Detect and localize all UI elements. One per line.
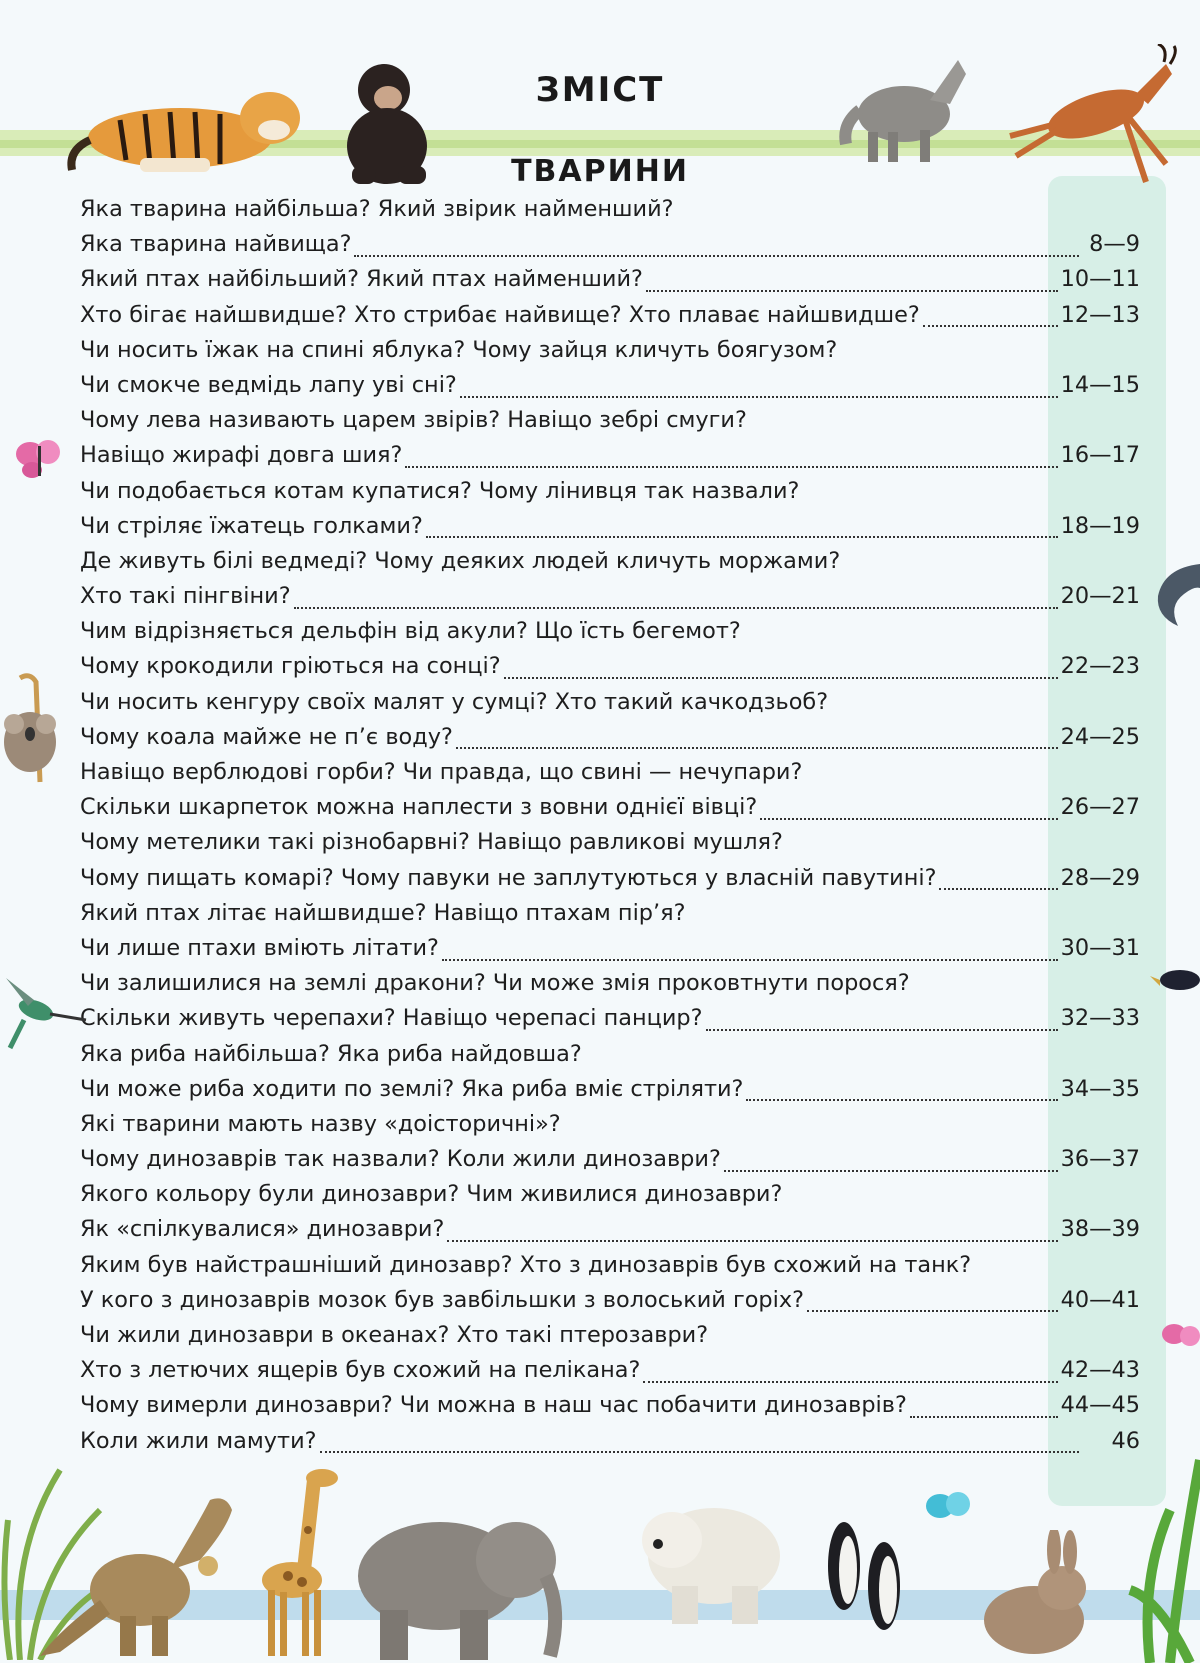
toc-page-number: 42—43: [1060, 1357, 1140, 1384]
giraffe-icon: [244, 1460, 354, 1660]
bird-icon: [1150, 962, 1200, 996]
toc-entry: [80, 900, 1140, 935]
dot-leader: [354, 255, 1079, 257]
toc-entry: [80, 1287, 1140, 1322]
toc-entry-text: Чи стріляє їжатець голками?: [80, 512, 423, 539]
toc-entry: [80, 865, 1140, 900]
toc-entry-text: Чим відрізняється дельфін від акули? Що їсть бегемот?: [80, 618, 741, 645]
toc-entry: [80, 935, 1140, 970]
toc-entry-text: Де живуть білі ведмеді? Чому деяких людей кличуть моржами?: [80, 547, 841, 574]
koala-icon: [0, 672, 64, 792]
toc-entry: [80, 196, 1140, 231]
dot-leader: [760, 818, 1057, 820]
toc-entry: [80, 548, 1140, 583]
toc-entry: [80, 337, 1140, 372]
toc-page-number: 18—19: [1060, 512, 1140, 539]
toc-entry: [80, 478, 1140, 513]
toc-page-number: 46: [1111, 1427, 1140, 1454]
toc-page-number: 30—31: [1060, 934, 1140, 961]
toc-entry: [80, 266, 1140, 301]
toc-entry: [80, 407, 1140, 442]
toc-page-number: 44—45: [1060, 1392, 1140, 1419]
toc-entry-text: Як «спілкувалися» динозаври?: [80, 1216, 445, 1243]
toc-entry-text: Хто з летючих ящерів був схожий на пелікана?: [80, 1357, 641, 1384]
dot-leader: [939, 888, 1057, 890]
toc-entry: [80, 1111, 1140, 1146]
toc-entry-text: Які тварини мають назву «доісторичні»?: [80, 1110, 561, 1137]
toc-entry: [80, 618, 1140, 653]
toc-entry: [80, 759, 1140, 794]
toc-entry: [80, 724, 1140, 759]
toc-entry: [80, 1146, 1140, 1181]
dot-leader: [460, 396, 1058, 398]
toc-entry-text: Яким був найстрашніший динозавр? Хто з динозаврів був схожий на танк?: [80, 1251, 972, 1278]
toc-entry: [80, 1181, 1140, 1216]
toc-entry-text: Яка тварина найвища?: [80, 231, 352, 258]
toc-entry-text: Який птах літає найшвидше? Навіщо птахам пір’я?: [80, 899, 686, 926]
toc-page-number: 20—21: [1060, 583, 1140, 610]
toc-entry-text: Скільки шкарпеток можна наплести з вовни однієї вівці?: [80, 794, 758, 821]
toc-page-number: 28—29: [1060, 864, 1140, 891]
dot-leader: [746, 1099, 1057, 1101]
toc-entry-text: Чи жили динозаври в океанах? Хто такі птерозаври?: [80, 1322, 709, 1348]
toc-entry-text: Чому лева називають царем звірів? Навіщо зебрі смуги?: [80, 407, 747, 434]
toc-entry: [80, 1005, 1140, 1040]
toc-entry-text: Чи носить їжак на спині яблука? Чому зайця кличуть боягузом?: [80, 336, 838, 363]
elephant-icon: [340, 1500, 570, 1660]
toc-entry-text: Чому динозаврів так назвали? Коли жили динозаври?: [80, 1146, 721, 1173]
dot-leader: [923, 325, 1058, 327]
page-title: ЗМІСТ: [535, 70, 665, 110]
toc-entry-text: Яка риба найбільша? Яка риба найдовша?: [80, 1040, 582, 1067]
toc-entry: [80, 1216, 1140, 1251]
dot-leader: [442, 959, 1058, 961]
toc-page-number: 10—11: [1060, 266, 1140, 293]
toc-entry: [80, 1252, 1140, 1287]
hummingbird-icon: [0, 970, 90, 1050]
toc-entry: [80, 1076, 1140, 1111]
dot-leader: [320, 1451, 1079, 1453]
dot-leader: [706, 1029, 1058, 1031]
toc-entry: [80, 1041, 1140, 1076]
section-title: ТВАРИНИ: [511, 154, 689, 189]
toc-entry: [80, 653, 1140, 688]
rabbit-icon: [970, 1530, 1100, 1660]
toc-entry-text: Яка тварина найбільша? Який звірик найменший?: [80, 196, 674, 222]
dot-leader: [294, 607, 1058, 609]
toc-entry-text: Чи смокче ведмідь лапу уві сні?: [80, 371, 457, 398]
toc-entry: [80, 689, 1140, 724]
toc-page-number: 32—33: [1060, 1005, 1140, 1032]
dot-leader: [447, 1240, 1057, 1242]
toc-entry: [80, 1392, 1140, 1427]
toc-entry-text: Чи подобається котам купатися? Чому лінивця так назвали?: [80, 477, 800, 504]
dot-leader: [405, 466, 1057, 468]
toc-page-number: 26—27: [1060, 794, 1140, 821]
dot-leader: [504, 677, 1058, 679]
toc-page-number: 22—23: [1060, 653, 1140, 680]
toc-entry: [80, 583, 1140, 618]
toc-entry-text: Навіщо верблюдові горби? Чи правда, що свині — нечупари?: [80, 759, 803, 785]
toc-entry-text: Хто такі пінгвіни?: [80, 583, 291, 610]
toc-entry: [80, 794, 1140, 829]
toc-entry: [80, 1322, 1140, 1357]
toc-entry: [80, 372, 1140, 407]
toc-entry-text: Якого кольору були динозаври? Чим живилися динозаври?: [80, 1181, 783, 1208]
toc-entry-text: Чому пищать комарі? Чому павуки не заплутуються у власній павутині?: [80, 864, 937, 891]
butterfly-icon: [14, 436, 64, 480]
toc-page-number: 36—37: [1060, 1146, 1140, 1173]
dot-leader: [910, 1416, 1058, 1418]
toc-entry-text: Який птах найбільший? Який птах найменший?: [80, 266, 643, 293]
polar-bear-icon: [628, 1476, 788, 1626]
toc-entry-text: Чому крокодили гріються на сонці?: [80, 653, 501, 680]
toc-page-number: 34—35: [1060, 1075, 1140, 1102]
toc-entry-text: Чому коала майже не п’є воду?: [80, 723, 453, 750]
toc-entry: [80, 302, 1140, 337]
toc-entry-text: Навіщо жирафі довга шия?: [80, 442, 403, 469]
toc-entry-text: У кого з динозаврів мозок був завбільшки з волоський горіх?: [80, 1286, 804, 1313]
dinosaur-icon: [40, 1480, 240, 1660]
butterfly-icon-2: [1160, 1318, 1200, 1358]
dot-leader: [426, 536, 1058, 538]
toc-entry-text: Хто бігає найшвидше? Хто стрибає найвище? Хто плаває найшвидше?: [80, 301, 920, 328]
toc-entry-text: Чи може риба ходити по землі? Яка риба вміє стріляти?: [80, 1075, 744, 1102]
toc-page-number: 24—25: [1060, 723, 1140, 750]
penguin-icon: [820, 1506, 910, 1646]
toc-page-number: 40—41: [1060, 1286, 1140, 1313]
dot-leader: [643, 1381, 1057, 1383]
dolphin-icon: [1148, 554, 1200, 630]
toc-entry-text: Чому метелики такі різнобарвні? Навіщо равликові мушля?: [80, 829, 783, 856]
butterfly-icon-3: [924, 1488, 972, 1528]
toc-entry-text: Чи залишилися на землі дракони? Чи може змія проковтнути порося?: [80, 970, 910, 997]
dot-leader: [807, 1310, 1058, 1312]
toc-list: [80, 196, 1140, 1463]
toc-entry-text: Коли жили мамути?: [80, 1427, 317, 1454]
toc-page-number: 8—9: [1089, 231, 1140, 258]
dot-leader: [646, 290, 1058, 292]
toc-entry-text: Чи носить кенгуру своїх малят у сумці? Хто такий качкодзьоб?: [80, 688, 829, 715]
dot-leader: [724, 1170, 1058, 1172]
toc-page-number: 16—17: [1060, 442, 1140, 469]
dot-leader: [456, 747, 1058, 749]
toc-entry: [80, 231, 1140, 266]
toc-page-number: 12—13: [1060, 301, 1140, 328]
toc-page-number: 14—15: [1060, 371, 1140, 398]
toc-entry: [80, 829, 1140, 864]
toc-entry: [80, 1428, 1140, 1463]
toc-entry: [80, 1357, 1140, 1392]
plant-icon-2: [1110, 1400, 1200, 1663]
toc-entry: [80, 513, 1140, 548]
toc-page-number: 38—39: [1060, 1216, 1140, 1243]
toc-entry: [80, 970, 1140, 1005]
toc-entry-text: Чому вимерли динозаври? Чи можна в наш час побачити динозаврів?: [80, 1392, 907, 1419]
toc-entry: [80, 442, 1140, 477]
toc-entry-text: Скільки живуть черепахи? Навіщо черепасі панцир?: [80, 1005, 703, 1032]
toc-entry-text: Чи лише птахи вміють літати?: [80, 934, 439, 961]
